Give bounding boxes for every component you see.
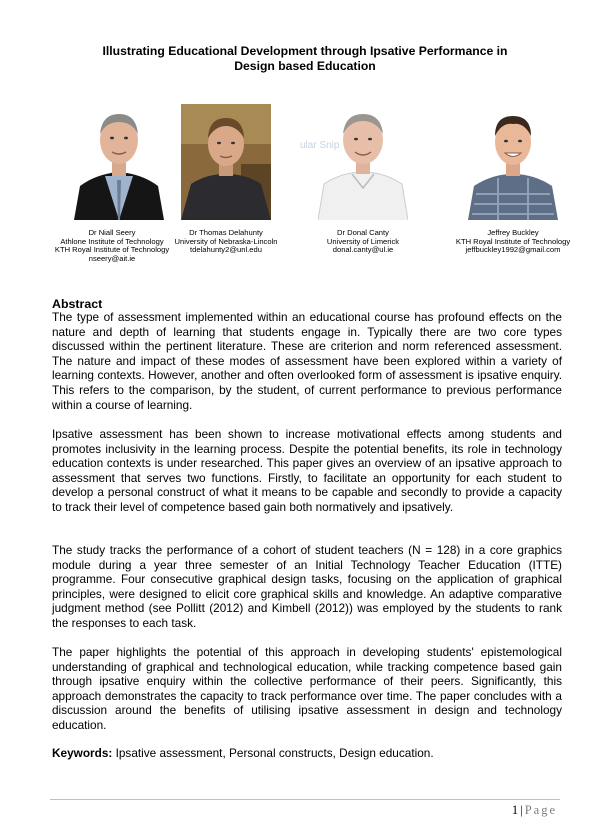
- author-caption-3: [288, 229, 438, 255]
- page-number: [512, 803, 557, 818]
- abstract-paragraph-2: Ipsative assessment has been shown to increase motivational effects among students and promotes inclusivity in the learning process. Despite the potential benefits, its role in technology education contexts is under researched. This paper gives an overview of an ipsative approach to assessment that serves two functions. Firstly, to facilitate an opportunity for each student to develop a personal construct of what it means to be capable and secondly to provide a capacity to track their level of competence based gain both normatively and ipsatively.: [52, 427, 562, 514]
- author-photo-2: [181, 104, 271, 220]
- abstract-paragraph-3: The study tracks the performance of a cohort of student teachers (N = 128) in a core graphics module during a year three semester of an Initial Technology Teacher Education (ITTE) programme. Four consecutive graphical design tasks, focusing on the application of graphical principles, were designed to elicit core graphical skills and knowledge. An adaptive comparative judgment method (see Pollitt (2012) and Kimbell (2012)) was employed by the students to rank the responses to each task.: [52, 543, 562, 630]
- author-affiliation: KTH Royal Institute of Technology: [455, 236, 571, 246]
- page-label: Page: [524, 803, 557, 817]
- keywords-text: Ipsative assessment, Personal constructs, Design education.: [112, 746, 434, 760]
- snip-watermark: ular Snip: [300, 140, 340, 151]
- title-line-2: Design based Education: [234, 59, 376, 73]
- author-photo-3: [318, 104, 408, 220]
- author-affiliation: University of Limerick: [326, 236, 400, 246]
- author-affiliation: Athlone Institute of Technology: [60, 236, 164, 246]
- author-caption-4: [438, 229, 588, 255]
- title-line-1: Illustrating Educational Development through Ipsative Performance in: [102, 44, 508, 58]
- page-separator: |: [520, 803, 523, 817]
- author-affiliation: KTH Royal Institute of Technology: [54, 245, 170, 255]
- author-email: nseery@ait.ie: [88, 254, 136, 264]
- author-photo-4: [468, 104, 558, 220]
- keywords: [52, 746, 434, 760]
- abstract-paragraph-4: The paper highlights the potential of this approach in developing students' epistemological understanding of graphical and technological education, while tracking competence based gain through ipsative enquiry within the collective performance of their peers. Significantly, this approach demonstrates the capacity to track performance over time. The paper concludes with a discussion around the benefits of utilising ipsative assessment in design and technology education.: [52, 645, 562, 732]
- paper-title: [60, 44, 550, 74]
- page-number-value: 1: [511, 803, 519, 817]
- author-photo-1: [74, 104, 164, 220]
- author-name: Dr Donal Canty: [337, 228, 389, 237]
- author-email: jeffbuckley1992@gmail.com: [465, 245, 561, 255]
- abstract-heading: Abstract: [52, 297, 103, 311]
- author-affiliation: University of Nebraska-Lincoln: [174, 236, 278, 246]
- author-caption-2: [151, 229, 301, 255]
- footer-divider: [50, 799, 560, 800]
- author-email: donal.canty@ul.ie: [332, 245, 394, 255]
- author-email: tdelahunty2@unl.edu: [190, 245, 262, 255]
- abstract-paragraph-1: The type of assessment implemented within an educational course has profound effects on the nature and depth of learning that students engage in. Typically there are two core types discussed within the pertinent literature. These are criterion and norm referenced assessment. The nature and impact of these modes of assessment have been explored within a variety of learning contexts. However, another and often overlooked form of assessment is ipsative enquiry. This refers to the comparison, by the student, of current performance to previous performance within a course of learning.: [52, 310, 562, 412]
- author-name: Dr Thomas Delahunty: [189, 228, 263, 237]
- author-name: Dr Niall Seery: [88, 228, 136, 237]
- keywords-label: Keywords:: [52, 746, 113, 760]
- author-name: Jeffrey Buckley: [487, 228, 539, 237]
